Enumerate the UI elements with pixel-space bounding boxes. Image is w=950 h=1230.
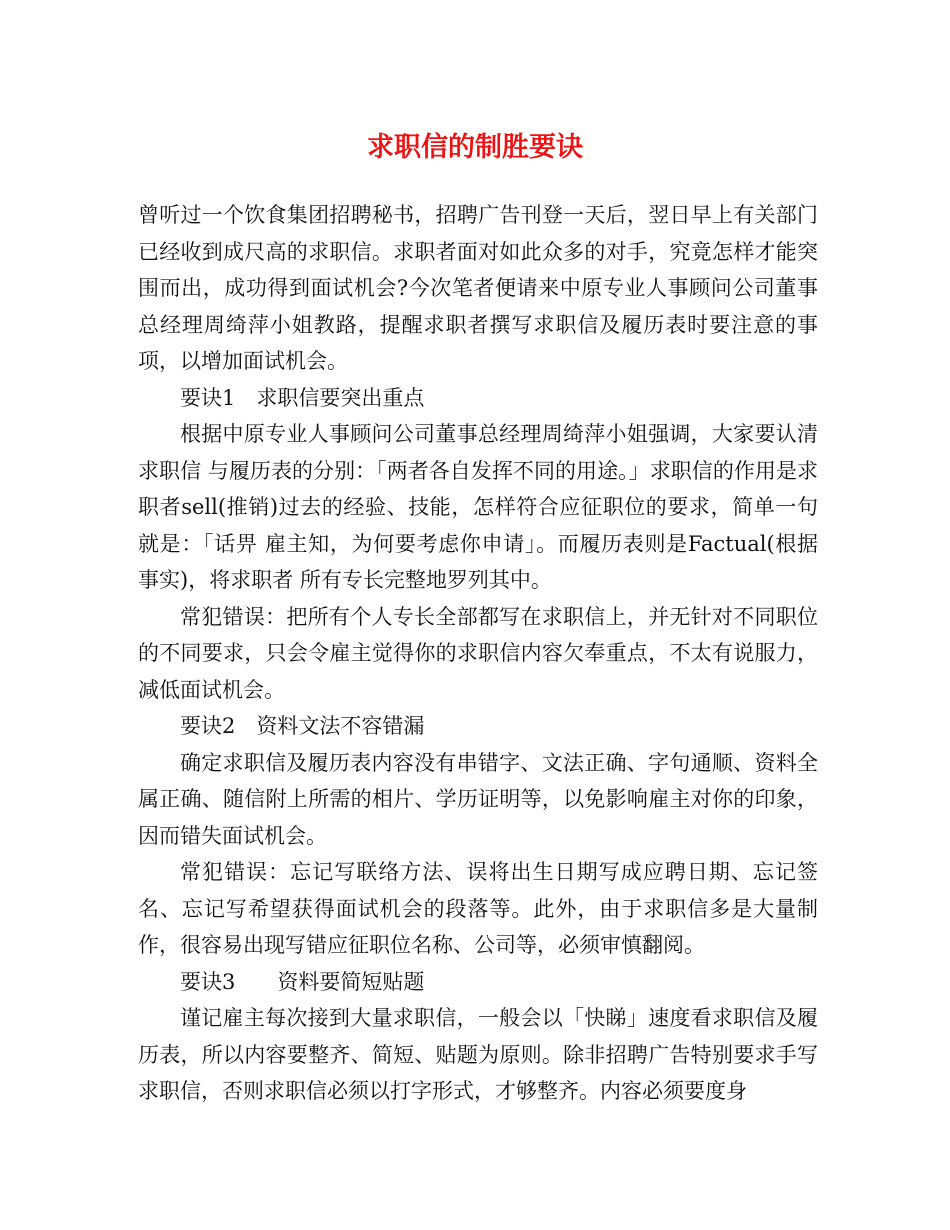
- section-heading-1: 要诀1 求职信要突出重点: [180, 385, 425, 410]
- document-body: [138, 197, 818, 1110]
- section-heading-3: 要诀3 资料要简短贴题: [180, 969, 425, 994]
- document-title: 求职信的制胜要诀: [367, 132, 583, 163]
- paragraph-section-2-mistakes: 常犯错误：忘记写联络方法、误将出生日期写成应聘日期、忘记签名、忘记写希望获得面试机会的段落等。此外，由于求职信多是大量制作，很容易出现写错应征职位名称、公司等，必须审慎翻阅。: [138, 860, 818, 957]
- paragraph-section-1-mistakes: 常犯错误：把所有个人专长全部都写在求职信上，并无针对不同职位的不同要求，只会令雇主觉得你的求职信内容欠奉重点，不太有说服力，减低面试机会。: [138, 604, 818, 702]
- section-heading-2: 要诀2 资料文法不容错漏: [180, 714, 425, 738]
- paragraph-intro: 曾听过一个饮食集团招聘秘书，招聘广告刊登一天后，翌日早上有关部门已经收到成尺高的求职信。求职者面对如此众多的对手，究竟怎样才能突围而出，成功得到面试机会?今次笔者便请来中原专业人事顾问公司董事总经理周绮萍小姐教路，提醒求职者撰写求职信及履历表时要注意的事项，以增加面试机会。: [138, 203, 818, 373]
- paragraph-section-2-body: 确定求职信及履历表内容没有串错字、文法正确、字句通顺、资料全属正确、随信附上所需的相片、学历证明等，以免影响雇主对你的印象，因而错失面试机会。: [138, 750, 818, 848]
- paragraph-section-3-body: 谨记雇主每次接到大量求职信，一般会以「快睇」速度看求职信及履历表，所以内容要整齐、简短、贴题为原则。除非招聘广告特别要求手写求职信，否则求职信必须以打字形式，才够整齐。内容必须要度身: [138, 1006, 818, 1103]
- paragraph-section-1-body: 根据中原专业人事顾问公司董事总经理周绮萍小姐强调，大家要认清求职信 与履历表的分别：「两者各自发挥不同的用途。」求职信的作用是求职者sell(推销)过去的经验、技能，怎样符合应征职位的要求，简单一句就是：「话畀 雇主知，为何要考虑你申请」。而履历表则是Factual(根据事实)，将求职者 所有专长完整地罗列其中。: [138, 422, 818, 592]
